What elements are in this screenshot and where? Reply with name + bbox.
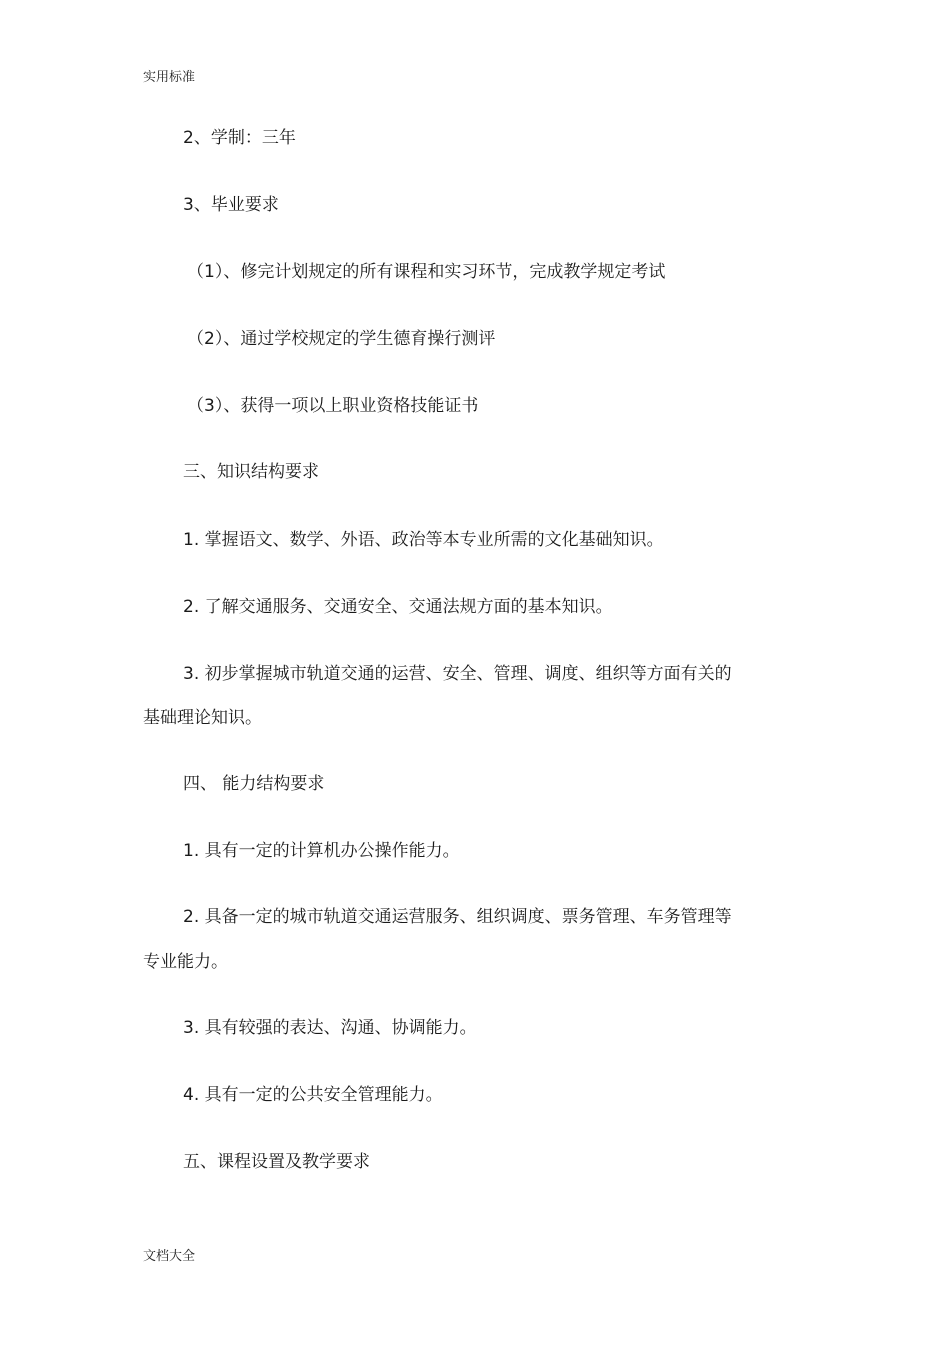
ability-item-2-line-1: 2. 具备一定的城市轨道交通运营服务、组织调度、票务管理、车务管理等: [183, 907, 732, 927]
page-header: 实用标准: [143, 70, 196, 85]
section-heading-ability: 四、 能力结构要求: [183, 774, 325, 794]
knowledge-item-3-line-2: 基础理论知识。: [143, 708, 262, 728]
page-footer: 文档大全: [143, 1249, 196, 1264]
item-graduation-requirements: 3、毕业要求: [183, 195, 279, 215]
section-heading-knowledge: 三、知识结构要求: [183, 462, 319, 482]
requirement-3: （3）、获得一项以上职业资格技能证书: [187, 396, 479, 416]
requirement-2: （2）、通过学校规定的学生德育操行测评: [187, 329, 496, 349]
ability-item-1: 1. 具有一定的计算机办公操作能力。: [183, 841, 460, 861]
ability-item-4: 4. 具有一定的公共安全管理能力。: [183, 1085, 443, 1105]
knowledge-item-2: 2. 了解交通服务、交通安全、交通法规方面的基本知识。: [183, 597, 613, 617]
ability-item-3: 3. 具有较强的表达、沟通、协调能力。: [183, 1018, 477, 1038]
requirement-1: （1）、修完计划规定的所有课程和实习环节，完成教学规定考试: [187, 262, 666, 282]
item-schooling-length: 2、学制：三年: [183, 128, 296, 148]
knowledge-item-1: 1. 掌握语文、数学、外语、政治等本专业所需的文化基础知识。: [183, 530, 664, 550]
ability-item-2-line-2: 专业能力。: [143, 952, 228, 972]
knowledge-item-3-line-1: 3. 初步掌握城市轨道交通的运营、安全、管理、调度、组织等方面有关的: [183, 664, 732, 684]
section-heading-curriculum: 五、课程设置及教学要求: [183, 1152, 370, 1172]
